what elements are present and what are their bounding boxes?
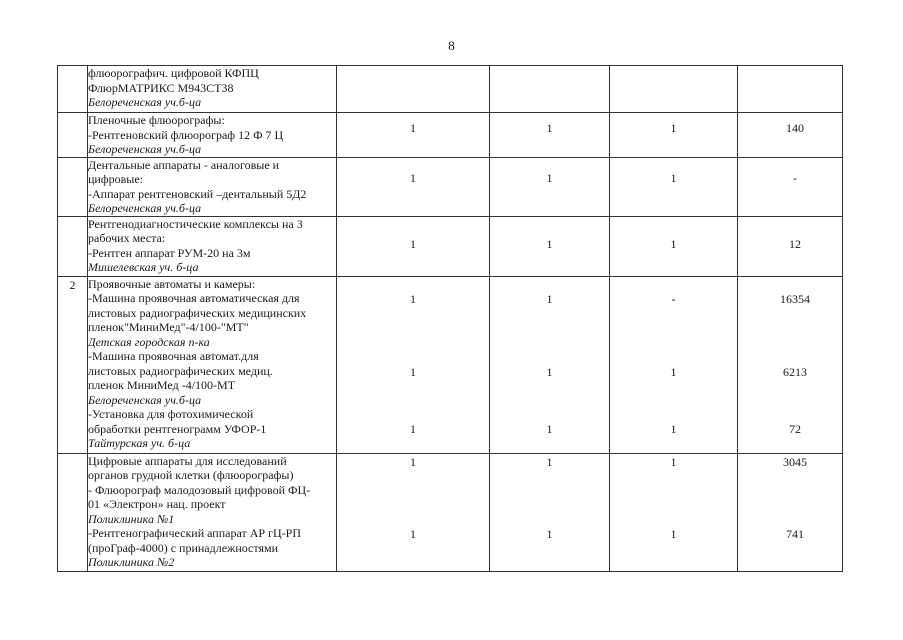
value-text: 1 bbox=[670, 421, 677, 436]
value-cell-3 bbox=[610, 216, 738, 276]
location-label: Поликлиника №2 bbox=[88, 555, 175, 569]
row-number-cell bbox=[58, 66, 88, 113]
value-text: 1 bbox=[670, 170, 677, 185]
value-text: 1 bbox=[410, 236, 416, 251]
value-cell-3 bbox=[610, 453, 738, 571]
value-cell-3 bbox=[610, 113, 738, 158]
table-row bbox=[58, 113, 843, 158]
value-cell-2 bbox=[490, 157, 610, 216]
value-cell-1 bbox=[337, 66, 490, 113]
location-label: Мишелевская уч. б-ца bbox=[88, 260, 199, 274]
value-text: 1 bbox=[410, 454, 416, 469]
description-line: пленок"МиниМед"-4/100-"МТ" bbox=[88, 320, 249, 334]
value-text: 1 bbox=[410, 170, 416, 185]
value-text: 1 bbox=[410, 526, 416, 541]
description-line: -Аппарат рентгеновский –дентальный 5Д2 bbox=[88, 186, 307, 201]
value-cell-2 bbox=[490, 453, 610, 571]
row-number bbox=[58, 113, 87, 114]
table-row bbox=[58, 66, 843, 113]
description-line: рабочих места: bbox=[88, 231, 166, 245]
value-text: 6213 bbox=[783, 364, 807, 379]
description-line: -Рентген аппарат РУМ-20 на 3м bbox=[88, 245, 251, 260]
table-row bbox=[58, 216, 843, 276]
value-cell-4 bbox=[738, 157, 843, 216]
description-line: - Флюорограф малодозовый цифровой ФЦ- bbox=[88, 482, 311, 497]
row-number bbox=[58, 66, 87, 67]
table-row bbox=[58, 453, 843, 571]
value-cell-1 bbox=[337, 157, 490, 216]
description-cell bbox=[88, 216, 337, 276]
value-text: 1 bbox=[670, 121, 677, 135]
value-text: 1 bbox=[546, 364, 553, 379]
value-cell-2 bbox=[490, 216, 610, 276]
row-number-cell bbox=[58, 157, 88, 216]
value-text: 16354 bbox=[780, 291, 810, 306]
value-cell-4 bbox=[738, 276, 843, 453]
value-text: 1 bbox=[410, 364, 416, 379]
equipment-table bbox=[57, 65, 843, 572]
location-label: Белореченская уч.б-ца bbox=[88, 95, 202, 109]
value-text: 1 bbox=[546, 291, 553, 306]
value-text: 1 bbox=[670, 526, 677, 541]
description-line: флюорографич. цифровой КФПЦ bbox=[88, 66, 259, 80]
value-text: 1 bbox=[546, 236, 553, 251]
value-cell-1 bbox=[337, 216, 490, 276]
description-line: -Установка для фотохимической bbox=[88, 407, 254, 421]
value-cell-4 bbox=[738, 66, 843, 113]
description-line: ФлюрМАТРИКС М943СТ38 bbox=[88, 80, 234, 95]
description-line: (проГраф-4000) с принадлежностями bbox=[88, 540, 278, 555]
table-row bbox=[58, 157, 843, 216]
value-cell-3 bbox=[610, 157, 738, 216]
description-line: Пленочные флюорографы: bbox=[88, 113, 225, 127]
location-label: Белореченская уч.б-ца bbox=[88, 201, 202, 215]
description-line: -Рентгеновский флюорограф 12 Ф 7 Ц bbox=[88, 127, 284, 142]
value-text: 1 bbox=[546, 454, 553, 469]
value-text: - bbox=[793, 170, 797, 185]
row-number-cell bbox=[58, 113, 88, 158]
value-cell-1 bbox=[337, 453, 490, 571]
value-cell-1 bbox=[337, 276, 490, 453]
row-number-cell bbox=[58, 453, 88, 571]
value-cell-4 bbox=[738, 453, 843, 571]
value-text: 72 bbox=[789, 421, 801, 436]
value-text: 1 bbox=[546, 526, 553, 541]
location-label: Белореченская уч.б-ца bbox=[88, 142, 202, 156]
description-line: -Машина проявочная автомат.для bbox=[88, 349, 259, 363]
value-cell-3 bbox=[610, 276, 738, 453]
description-line: -Рентгенографический аппарат АР гЦ-РП bbox=[88, 526, 301, 540]
description-line: листовых радиографических медицинских bbox=[88, 305, 307, 320]
row-number bbox=[58, 454, 87, 455]
description-line: цифровые: bbox=[88, 172, 144, 186]
row-number bbox=[58, 217, 87, 218]
location-label: Белореченская уч.б-ца bbox=[88, 392, 202, 407]
description-cell bbox=[88, 113, 337, 158]
value-text: 12 bbox=[789, 236, 801, 251]
row-number-cell bbox=[58, 276, 88, 453]
value-cell-3 bbox=[610, 66, 738, 113]
value-text: 1 bbox=[546, 121, 553, 135]
description-line: 01 «Электрон» нац. проект bbox=[88, 497, 226, 511]
location-label: Тайтурская уч. б-ца bbox=[88, 436, 191, 450]
value-text: 1 bbox=[410, 121, 416, 135]
value-text: - bbox=[671, 291, 676, 306]
description-cell bbox=[88, 66, 337, 113]
description-line: Рентгенодиагностические комплексы на 3 bbox=[88, 216, 303, 231]
value-cell-4 bbox=[738, 216, 843, 276]
description-cell bbox=[88, 157, 337, 216]
description-cell bbox=[88, 276, 337, 453]
description-line: Дентальные аппараты - аналоговые и bbox=[88, 157, 280, 172]
equipment-table-body bbox=[58, 66, 843, 572]
value-cell-2 bbox=[490, 113, 610, 158]
value-text: 1 bbox=[670, 364, 677, 379]
row-number bbox=[58, 158, 87, 159]
table-row bbox=[58, 276, 843, 453]
description-line: обработки рентгенограмм УФОР-1 bbox=[88, 421, 267, 436]
description-cell bbox=[88, 453, 337, 571]
location-label: Поликлиника №1 bbox=[88, 511, 175, 526]
value-text: 1 bbox=[670, 236, 677, 251]
page-number: 8 bbox=[448, 38, 455, 53]
value-cell-2 bbox=[490, 276, 610, 453]
description-line: -Машина проявочная автоматическая для bbox=[88, 291, 300, 305]
description-line: листовых радиографических медиц. bbox=[88, 363, 273, 378]
description-line: Цифровые аппараты для исследований bbox=[88, 453, 287, 468]
value-text: 1 bbox=[410, 291, 416, 306]
description-line: органов грудной клетки (флюорографы) bbox=[88, 468, 294, 482]
value-text: 1 bbox=[546, 170, 553, 185]
value-cell-1 bbox=[337, 113, 490, 158]
value-cell-4 bbox=[738, 113, 843, 158]
value-text: 3045 bbox=[783, 454, 807, 469]
description-line: пленок МиниМед -4/100-МТ bbox=[88, 378, 236, 392]
value-text: 741 bbox=[786, 526, 804, 541]
value-text: 1 bbox=[546, 421, 553, 436]
row-number: 2 bbox=[69, 277, 76, 292]
value-text: 140 bbox=[786, 121, 804, 135]
description-line: Проявочные автоматы и камеры: bbox=[88, 276, 256, 291]
value-text: 1 bbox=[670, 454, 677, 469]
row-number-cell bbox=[58, 216, 88, 276]
location-label: Детская городская п-ка bbox=[88, 334, 210, 349]
value-cell-2 bbox=[490, 66, 610, 113]
value-text: 1 bbox=[410, 421, 416, 436]
